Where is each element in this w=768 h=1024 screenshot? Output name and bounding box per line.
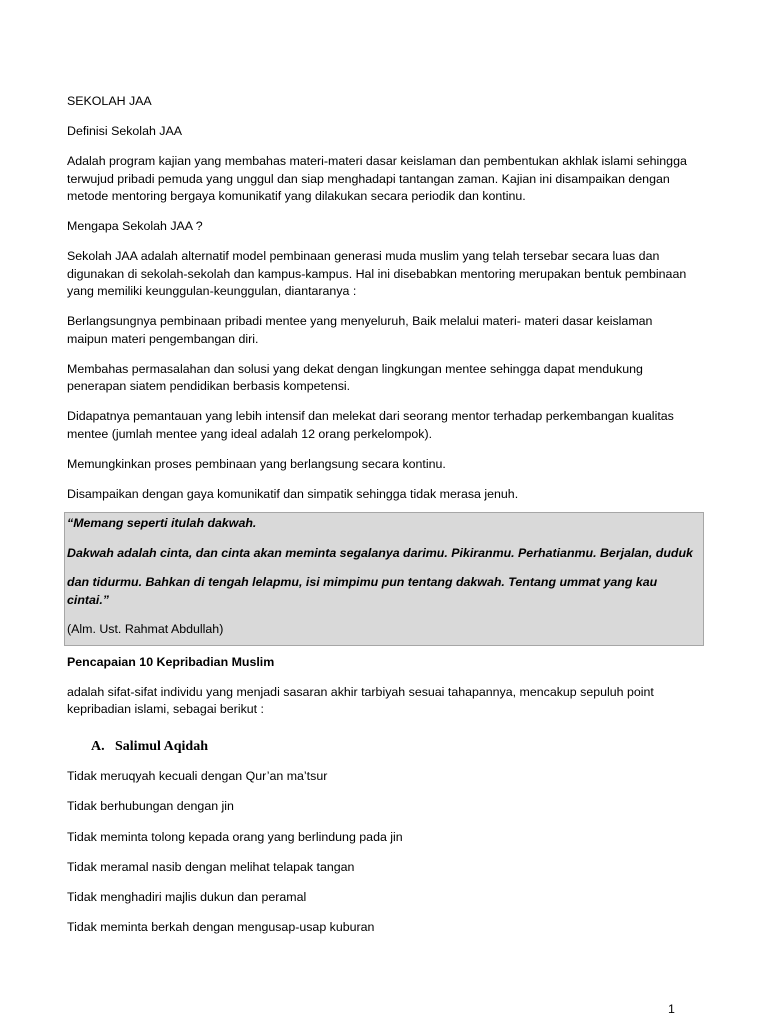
- text-line: terwujud pribadi pemuda yang unggul dan siap menghadapi tantangan zaman. Kajian ini disampaikan dengan: [67, 171, 670, 186]
- text-line: penerapan siatem pendidikan berbasis kompetensi.: [67, 379, 351, 393]
- list-item: Tidak berhubungan dengan jin: [67, 799, 234, 814]
- list-item: Tidak meramal nasib dengan melihat telapak tangan: [67, 859, 355, 874]
- text-line: Adalah program kajian yang membahas materi-materi dasar keislaman dan pembentukan akhlak islami sehingga: [67, 154, 687, 168]
- text-line: Sekolah JAA adalah alternatif model pembinaan generasi muda muslim yang telah tersebar secara luas dan: [67, 249, 660, 263]
- section-heading: Pencapaian 10 Kepribadian Muslim: [67, 654, 275, 669]
- list-item: Tidak menghadiri majlis dukun dan peramal: [67, 890, 307, 905]
- why-paragraph: [67, 248, 703, 301]
- subheading-text: Salimul Aqidah: [115, 738, 208, 754]
- advantage-item: [67, 313, 703, 348]
- section-paragraph: [67, 684, 703, 719]
- list-item: Tidak meruqyah kecuali dengan Qur’an ma’tsur: [67, 769, 328, 783]
- text-line: metode mentoring bergaya komunikatif yang dilakukan secara periodik dan kontinu.: [67, 189, 526, 203]
- quote-body: [67, 545, 699, 610]
- text-line: maipun materi pengembangan diri.: [67, 331, 259, 346]
- page-number: 1: [668, 1002, 675, 1016]
- quote-opening: “Memang seperti itulah dakwah.: [67, 516, 257, 530]
- subheading-label: A.: [91, 738, 105, 754]
- subheading-salimul-aqidah: [91, 738, 703, 756]
- quote-author: (Alm. Ust. Rahmat Abdullah): [67, 622, 224, 636]
- text-line: adalah sifat-sifat individu yang menjadi sasaran akhir tarbiyah sesuai tahapannya, mencakup sepuluh point: [67, 684, 654, 699]
- doc-subtitle: Definisi Sekolah JAA: [67, 124, 183, 138]
- text-line: Didapatnya pemantauan yang lebih intensif dan melekat dari seorang mentor terhadap perkembangan kualitas: [67, 409, 674, 423]
- list-item: Tidak meminta tolong kepada orang yang berlindung pada jin: [67, 829, 403, 844]
- text-line: Membahas permasalahan dan solusi yang dekat dengan lingkungan mentee sehingga dapat mendukung: [67, 361, 643, 376]
- text-line: yang memiliki keunggulan-keunggulan, diantaranya :: [67, 284, 357, 298]
- text-line: dan tidurmu. Bahkan di tengah lelapmu, isi mimpimu pun tentang dakwah. Tentang ummat yang kau cintai.”: [67, 575, 658, 607]
- text-line: Disampaikan dengan gaya komunikatif dan simpatik sehingga tidak merasa jenuh.: [67, 486, 519, 501]
- advantage-item: [67, 361, 703, 396]
- text-line: digunakan di sekolah-sekolah dan kampus-kampus. Hal ini disebabkan mentoring merupakan bentuk pembinaan: [67, 266, 687, 281]
- quote-box: [64, 512, 704, 646]
- definition-paragraph: [67, 153, 703, 206]
- doc-title: SEKOLAH JAA: [67, 94, 152, 108]
- text-line: mentee (jumlah mentee yang ideal adalah 12 orang perkelompok).: [67, 426, 433, 441]
- advantage-item: [67, 486, 703, 504]
- why-heading: Mengapa Sekolah JAA ?: [67, 219, 203, 233]
- document-page: [67, 93, 703, 950]
- text-line: Memungkinkan proses pembinaan yang berlangsung secara kontinu.: [67, 456, 446, 471]
- advantage-item: [67, 456, 703, 474]
- list-item: Tidak meminta berkah dengan mengusap-usap kuburan: [67, 920, 375, 935]
- advantage-item: [67, 408, 703, 443]
- text-line: Dakwah adalah cinta, dan cinta akan meminta segalanya darimu. Pikiranmu. Perhatianmu. Berjalan, duduk: [67, 545, 693, 560]
- text-line: Berlangsungnya pembinaan pribadi mentee yang menyeluruh, Baik melalui materi- materi dasar keislaman: [67, 314, 653, 328]
- text-line: kepribadian islami, sebagai berikut :: [67, 702, 264, 716]
